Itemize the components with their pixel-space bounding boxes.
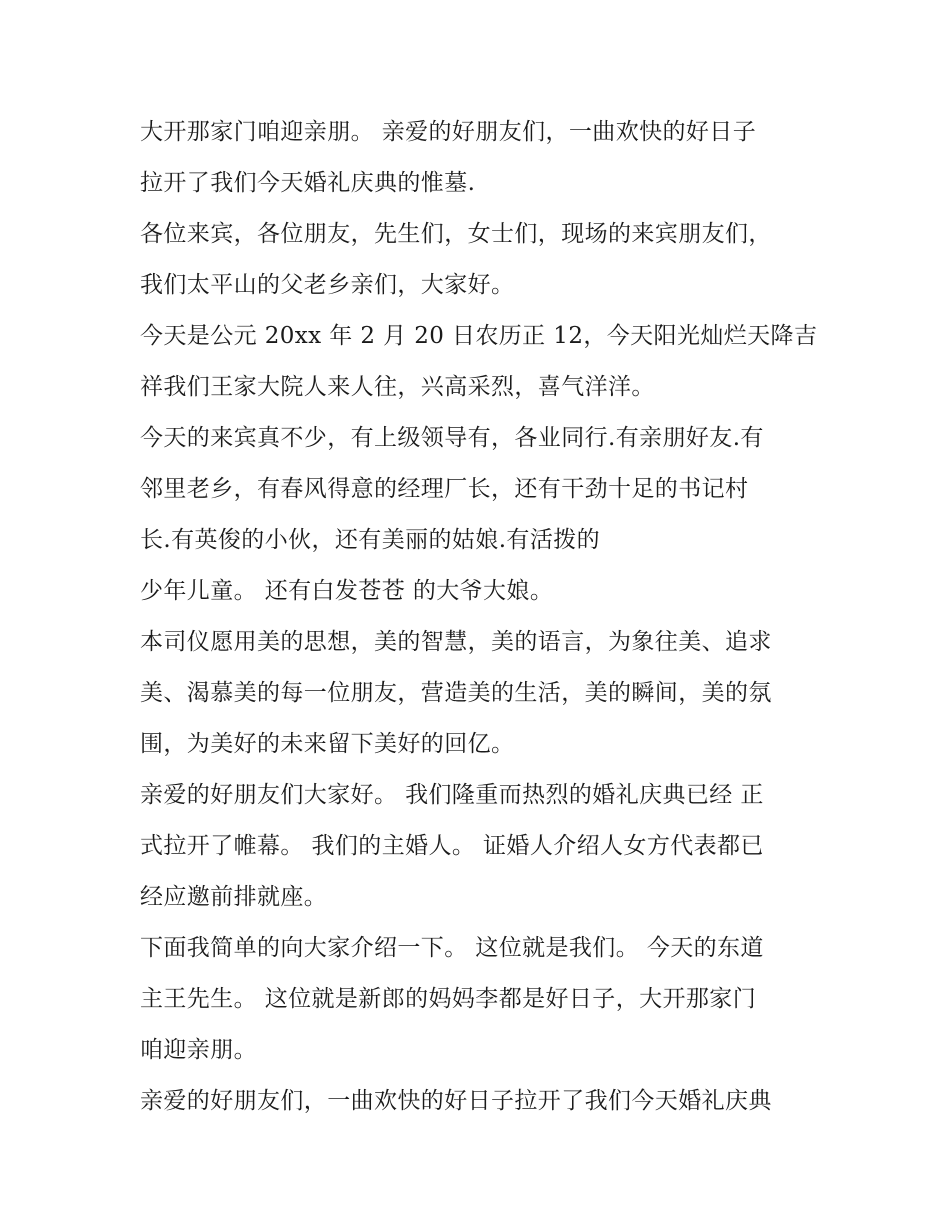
- text-line: 大开那家门咱迎亲朋。 亲爱的好朋友们，一曲欢快的好日子: [140, 119, 757, 145]
- text-line: 式拉开了帷幕。 我们的主婚人。 证婚人介绍人女方代表都已: [140, 833, 764, 859]
- text-line: 本司仪愿用美的思想，美的智慧，美的语言，为象往美、追求: [140, 629, 772, 655]
- text-line: 长.有英俊的小伙，还有美丽的姑娘.有活拨的: [140, 527, 601, 553]
- text-line: 今天是公元 20xx 年 2 月 20 日农历正 12，今天阳光灿烂天降吉: [140, 323, 818, 349]
- text-line: 亲爱的好朋友们大家好。 我们隆重而热烈的婚礼庆典已经 正: [140, 782, 764, 808]
- text-line: 主王先生。 这位就是新郎的妈妈李都是好日子，大开那家门: [140, 986, 757, 1012]
- body-text: [140, 107, 820, 1127]
- text-line: 我们太平山的父老乡亲们，大家好。: [140, 272, 515, 298]
- text-line: 少年儿童。 还有白发苍苍 的大爷大娘。: [140, 578, 554, 604]
- text-line: 围，为美好的未来留下美好的回亿。: [140, 731, 515, 757]
- text-line: 经应邀前排就座。: [140, 884, 328, 910]
- text-line: 美、渴慕美的每一位朋友，营造美的生活，美的瞬间，美的氛: [140, 680, 772, 706]
- text-line: 今天的来宾真不少，有上级领导有，各业同行.有亲朋好友.有: [140, 425, 764, 451]
- text-line: 拉开了我们今天婚礼庆典的惟墓.: [140, 170, 476, 196]
- text-line: 邻里老乡，有春风得意的经理厂长，还有干劲十足的书记村: [140, 476, 749, 502]
- text-line: 咱迎亲朋。: [140, 1037, 257, 1063]
- text-line: 各位来宾，各位朋友，先生们，女士们，现场的来宾朋友们，: [140, 221, 772, 247]
- text-line: 下面我简单的向大家介绍一下。 这位就是我们。 今天的东道: [140, 935, 764, 961]
- text-line: 祥我们王家大院人来人往，兴高采烈，喜气洋洋。: [140, 374, 655, 400]
- text-line: 亲爱的好朋友们，一曲欢快的好日子拉开了我们今天婚礼庆典: [140, 1088, 772, 1114]
